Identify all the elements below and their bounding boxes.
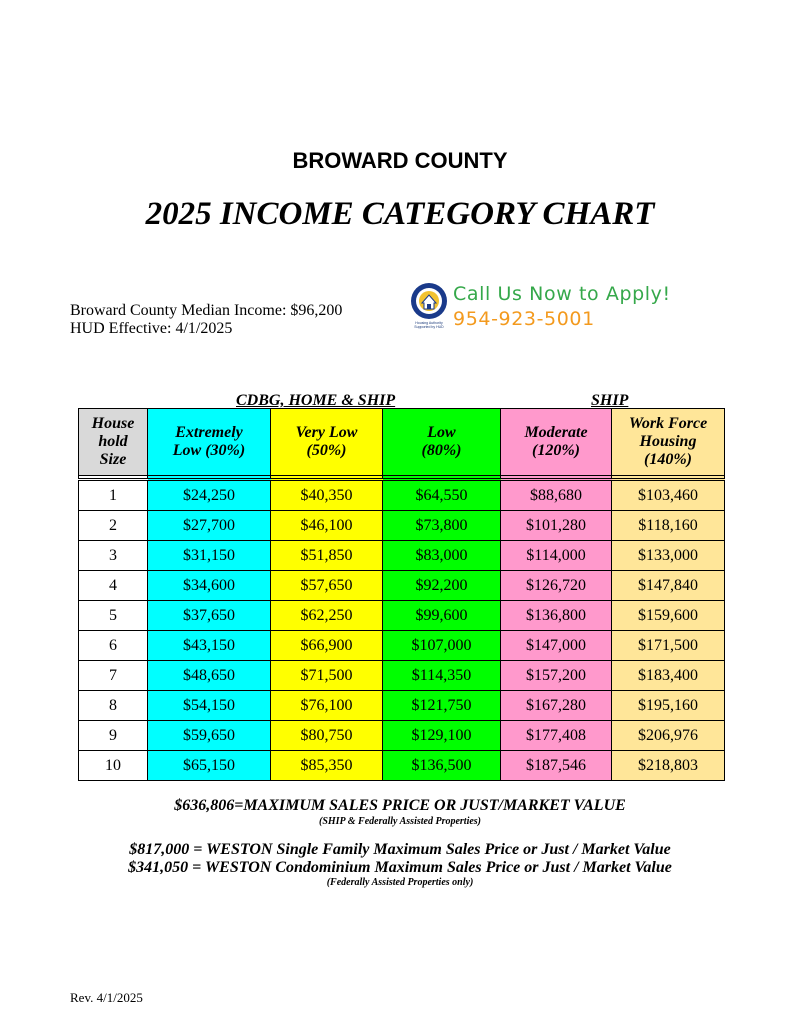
extremely-low-cell: $43,150	[148, 631, 271, 661]
header-work-force: Work Force Housing (140%)	[612, 409, 725, 476]
work-force-cell: $118,160	[612, 511, 725, 541]
low-cell: $73,800	[383, 511, 501, 541]
group-label-cdbg: CDBG, HOME & SHIP	[236, 392, 396, 409]
moderate-cell: $187,546	[501, 751, 612, 781]
work-force-cell: $133,000	[612, 541, 725, 571]
very-low-cell: $66,900	[271, 631, 383, 661]
logo-caption: Housing Authority Supported by HUD	[414, 321, 444, 329]
max-sales-price-subnote: (SHIP & Federally Assisted Properties)	[318, 816, 482, 827]
county-title: BROWARD COUNTY	[292, 148, 508, 173]
low-cell: $129,100	[383, 721, 501, 751]
low-cell: $99,600	[383, 601, 501, 631]
very-low-cell: $80,750	[271, 721, 383, 751]
apply-text: Call Us Now to Apply!	[453, 283, 671, 305]
moderate-cell: $147,000	[501, 631, 612, 661]
housing-authority-seal-icon	[410, 282, 448, 320]
income-table	[78, 408, 725, 781]
extremely-low-cell: $65,150	[148, 751, 271, 781]
low-cell: $83,000	[383, 541, 501, 571]
household-size-cell: 7	[79, 661, 148, 691]
median-income-text: Broward County Median Income: $96,200	[70, 302, 343, 319]
household-size-cell: 10	[79, 751, 148, 781]
household-size-cell: 4	[79, 571, 148, 601]
household-size-cell: 1	[79, 480, 148, 511]
low-cell: $136,500	[383, 751, 501, 781]
household-size-cell: 9	[79, 721, 148, 751]
very-low-cell: $62,250	[271, 601, 383, 631]
moderate-cell: $177,408	[501, 721, 612, 751]
moderate-cell: $126,720	[501, 571, 612, 601]
extremely-low-cell: $48,650	[148, 661, 271, 691]
moderate-cell: $157,200	[501, 661, 612, 691]
work-force-cell: $103,460	[612, 480, 725, 511]
very-low-cell: $85,350	[271, 751, 383, 781]
moderate-cell: $114,000	[501, 541, 612, 571]
header-moderate: Moderate (120%)	[501, 409, 612, 476]
weston-condominium-note: $341,050 = WESTON Condominium Maximum Sales Price or Just / Market Value	[128, 859, 672, 876]
low-cell: $121,750	[383, 691, 501, 721]
work-force-cell: $159,600	[612, 601, 725, 631]
apply-callout[interactable]	[453, 282, 671, 332]
moderate-cell: $101,280	[501, 511, 612, 541]
household-size-cell: 8	[79, 691, 148, 721]
household-size-cell: 3	[79, 541, 148, 571]
moderate-cell: $88,680	[501, 480, 612, 511]
table-row	[79, 601, 725, 631]
very-low-cell: $57,650	[271, 571, 383, 601]
phone-number-link[interactable]: 954-923-5001	[453, 308, 595, 330]
table-row	[79, 631, 725, 661]
header-extremely-low: Extremely Low (30%)	[148, 409, 271, 476]
household-size-cell: 2	[79, 511, 148, 541]
chart-title: 2025 INCOME CATEGORY CHART	[145, 196, 655, 232]
moderate-cell: $136,800	[501, 601, 612, 631]
table-row	[79, 571, 725, 601]
max-sales-price-note: $636,806=MAXIMUM SALES PRICE OR JUST/MARKET VALUE	[174, 797, 626, 814]
extremely-low-cell: $54,150	[148, 691, 271, 721]
extremely-low-cell: $24,250	[148, 480, 271, 511]
weston-single-family-note: $817,000 = WESTON Single Family Maximum Sales Price or Just / Market Value	[129, 841, 671, 858]
table-row	[79, 480, 725, 511]
work-force-cell: $147,840	[612, 571, 725, 601]
table-header-row	[79, 409, 725, 476]
very-low-cell: $76,100	[271, 691, 383, 721]
work-force-cell: $218,803	[612, 751, 725, 781]
low-cell: $107,000	[383, 631, 501, 661]
household-size-cell: 5	[79, 601, 148, 631]
median-income-info	[70, 302, 342, 338]
hud-effective-text: HUD Effective: 4/1/2025	[70, 320, 233, 337]
household-size-cell: 6	[79, 631, 148, 661]
extremely-low-cell: $27,700	[148, 511, 271, 541]
low-cell: $64,550	[383, 480, 501, 511]
work-force-cell: $195,160	[612, 691, 725, 721]
extremely-low-cell: $37,650	[148, 601, 271, 631]
low-cell: $114,350	[383, 661, 501, 691]
weston-subnote: (Federally Assisted Properties only)	[326, 877, 474, 888]
work-force-cell: $206,976	[612, 721, 725, 751]
header-household-size: House hold Size	[79, 409, 148, 476]
header-very-low: Very Low (50%)	[271, 409, 383, 476]
work-force-cell: $183,400	[612, 661, 725, 691]
very-low-cell: $71,500	[271, 661, 383, 691]
low-cell: $92,200	[383, 571, 501, 601]
very-low-cell: $51,850	[271, 541, 383, 571]
moderate-cell: $167,280	[501, 691, 612, 721]
group-label-ship: SHIP	[591, 392, 629, 409]
extremely-low-cell: $31,150	[148, 541, 271, 571]
table-row	[79, 511, 725, 541]
extremely-low-cell: $34,600	[148, 571, 271, 601]
very-low-cell: $40,350	[271, 480, 383, 511]
table-row	[79, 541, 725, 571]
work-force-cell: $171,500	[612, 631, 725, 661]
table-row	[79, 691, 725, 721]
very-low-cell: $46,100	[271, 511, 383, 541]
extremely-low-cell: $59,650	[148, 721, 271, 751]
revision-date: Rev. 4/1/2025	[70, 990, 143, 1005]
table-row	[79, 661, 725, 691]
table-row	[79, 751, 725, 781]
table-row	[79, 721, 725, 751]
header-low: Low (80%)	[383, 409, 501, 476]
